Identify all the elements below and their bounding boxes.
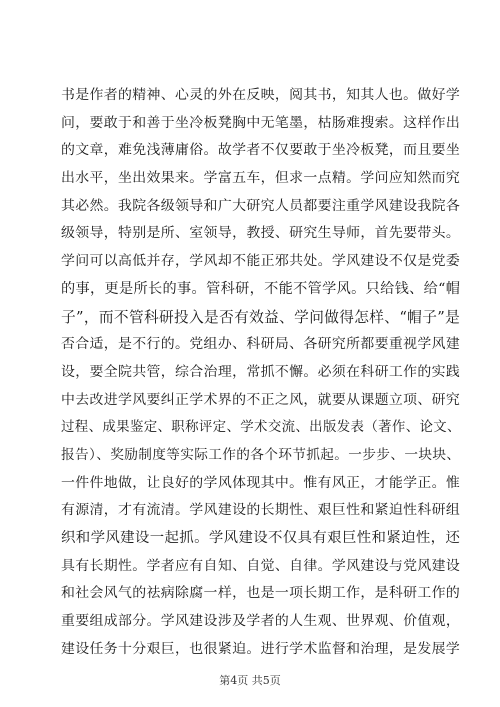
text-line: 报告）、奖励制度等实际工作的各个环节抓起。一步步、一块块、 xyxy=(61,446,461,463)
text-line: 的文章，难免浅薄庸俗。故学者不仅要敢于坐冷板凳，而且要坐 xyxy=(61,142,461,159)
text-line: 具有长期性。学者应有自知、自觉、自律。学风建设与党风建设 xyxy=(61,557,461,574)
text-line: 织和学风建设一起抓。学风建设不仅具有艰巨性和紧迫性，还 xyxy=(61,530,461,546)
text-line: 问，要敢于和善于坐冷板凳胸中无笔墨，枯肠难搜索。这样作出 xyxy=(61,114,461,131)
text-line: 否合适，是不行的。党组办、科研局、各研究所都要重视学风建 xyxy=(61,336,461,353)
text-line: 一件件地做，让良好的学风体现其中。惟有风正，才能学正。惟 xyxy=(61,474,461,491)
text-line: 书是作者的精神、心灵的外在反映，阅其书，知其人也。做好学 xyxy=(61,87,461,103)
text-line: 设，要全院共管，综合治理，常抓不懈。必须在科研工作的实践 xyxy=(61,363,461,380)
text-line: 学问可以高低并存，学风却不能正邪共处。学风建设不仅是党委 xyxy=(61,253,461,270)
text-line: 过程、成果鉴定、职称评定、学术交流、出版发表（著作、论文、 xyxy=(61,420,461,436)
text-line: 级领导，特别是所、室领导，教授、研究生导师，首先要带头。 xyxy=(61,225,461,242)
text-line: 出水平，坐出效果来。学富五车，但求一点精。学问应知然而究 xyxy=(61,170,461,187)
text-line: 的事，更是所长的事。管科研，不能不管学风。只给钱、给“帽 xyxy=(61,280,461,297)
text-line: 中去改进学风要纠正学术界的不正之风，就要从课题立项、研究 xyxy=(61,391,461,408)
text-line: 其必然。我院各级领导和广大研究人员都要注重学风建设我院各 xyxy=(61,197,461,214)
text-line: 有源清，才有流清。学风建设的长期性、艰巨性和紧迫性科研组 xyxy=(61,502,461,519)
page-number-footer: 第4页 共5页 xyxy=(219,674,281,687)
text-line: 和社会风气的祛病除腐一样，也是一项长期工作，是科研工作的 xyxy=(61,585,461,602)
text-line: 重要组成部分。学风建设涉及学者的人生观、世界观、价值观， xyxy=(61,613,461,630)
body-text xyxy=(61,82,461,663)
text-line: 建设任务十分艰巨，也很紧迫。进行学术监督和治理，是发展学 xyxy=(61,640,461,657)
text-line: 子”，而不管科研投入是否有效益、学问做得怎样、“帽子”是 xyxy=(61,308,461,326)
